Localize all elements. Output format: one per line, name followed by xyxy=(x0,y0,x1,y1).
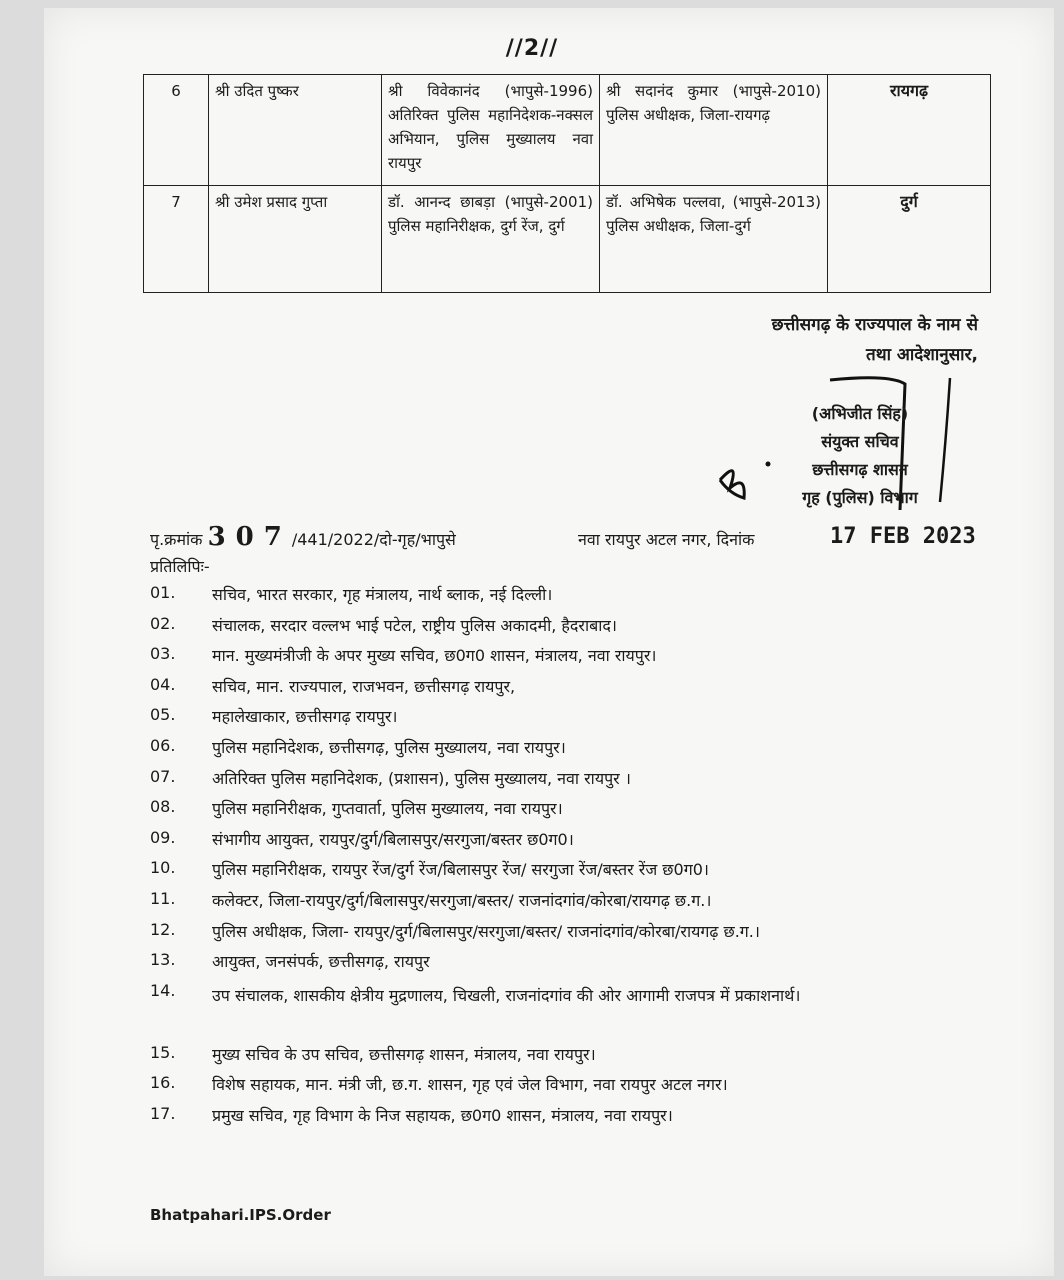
date-stamp: 17 FEB 2023 xyxy=(830,524,976,549)
list-item xyxy=(150,889,980,920)
list-item xyxy=(150,1104,980,1135)
item-text: विशेष सहायक, मान. मंत्री जी, छ.ग. शासन, गृह एवं जेल विभाग, नवा रायपुर अटल नगर। xyxy=(212,1075,728,1095)
officer-name: श्री उदित पुष्कर xyxy=(209,75,382,186)
item-text: पुलिस महानिरीक्षक, रायपुर रेंज/दुर्ग रेंज/बिलासपुर रेंज/ सरगुजा रेंज/बस्तर रेंज छ0ग0। xyxy=(212,860,709,880)
item-text: संभागीय आयुक्त, रायपुर/दुर्ग/बिलासपुर/सरगुजा/बस्तर छ0ग0। xyxy=(212,829,574,849)
reference-number: 307 xyxy=(207,522,292,552)
item-number: 04. xyxy=(150,674,176,694)
officer-b: डॉ. अभिषेक पल्लवा, (भापुसे-2013) पुलिस अधीक्षक, जिला-दुर्ग xyxy=(600,186,828,293)
item-number: 07. xyxy=(150,766,176,786)
list-item xyxy=(150,675,980,706)
item-text: पुलिस महानिरीक्षक, गुप्तवार्ता, पुलिस मुख्यालय, नवा रायपुर। xyxy=(212,799,563,819)
item-text: अतिरिक्त पुलिस महानिदेशक, (प्रशासन), पुलिस मुख्यालय, नवा रायपुर । xyxy=(212,768,631,788)
officer-a: डॉ. आनन्द छाबड़ा (भापुसे-2001) पुलिस महानिरीक्षक, दुर्ग रेंज, दुर्ग xyxy=(382,186,600,293)
item-number: 01. xyxy=(150,583,176,602)
behalf-line-1: छत्तीसगढ़ के राज्यपाल के नाम से xyxy=(771,315,978,335)
item-text: संचालक, सरदार वल्लभ भाई पटेल, राष्ट्रीय पुलिस अकादमी, हैदराबाद। xyxy=(212,615,617,635)
copy-list xyxy=(150,583,980,1135)
item-number: 12. xyxy=(150,919,176,939)
table-row xyxy=(144,75,991,186)
item-text: पुलिस महानिदेशक, छत्तीसगढ़, पुलिस मुख्यालय, नवा रायपुर। xyxy=(212,737,566,757)
officer-name: श्री उमेश प्रसाद गुप्ता xyxy=(209,186,382,293)
item-text: उप संचालक, शासकीय क्षेत्रीय मुद्रणालय, चिखली, राजनांदगांव की ओर आगामी राजपत्र में प्रकाशनार्थ। xyxy=(212,985,801,1005)
item-number: 11. xyxy=(150,888,176,908)
list-item xyxy=(150,767,980,798)
signatory-department: गृह (पुलिस) विभाग xyxy=(802,488,918,507)
list-item xyxy=(150,858,980,889)
item-number: 16. xyxy=(150,1073,176,1093)
item-number: 10. xyxy=(150,858,176,878)
table-row xyxy=(144,186,991,293)
serial-number: 6 xyxy=(144,75,209,186)
item-number: 08. xyxy=(150,797,176,817)
item-text: सचिव, भारत सरकार, गृह मंत्रालय, नार्थ ब्लाक, नई दिल्ली। xyxy=(212,585,553,604)
item-number: 02. xyxy=(150,613,176,633)
item-number: 03. xyxy=(150,644,176,664)
district: रायगढ़ xyxy=(828,75,991,186)
officer-table xyxy=(143,74,991,293)
list-item xyxy=(150,736,980,767)
item-number: 14. xyxy=(150,980,176,1000)
list-item xyxy=(150,1073,980,1104)
item-text: सचिव, मान. राज्यपाल, राजभवन, छत्तीसगढ़ रायपुर, xyxy=(212,676,516,696)
item-text: आयुक्त, जनसंपर्क, छत्तीसगढ़, रायपुर xyxy=(212,952,430,972)
item-number: 15. xyxy=(150,1042,176,1062)
reference-prefix: पृ.क्रमांक xyxy=(150,530,203,549)
list-item xyxy=(150,828,980,859)
item-text: मुख्य सचिव के उप सचिव, छत्तीसगढ़ शासन, मंत्रालय, नवा रायपुर। xyxy=(212,1044,596,1064)
item-text: महालेखाकार, छत्तीसगढ़ रायपुर। xyxy=(212,707,398,727)
item-number: 13. xyxy=(150,950,176,970)
list-item xyxy=(150,583,980,614)
behalf-line-2: तथा आदेशानुसार, xyxy=(866,345,978,365)
list-item xyxy=(150,981,980,1043)
district: दुर्ग xyxy=(828,186,991,293)
list-item xyxy=(150,950,980,981)
signatory-block xyxy=(760,400,960,512)
signatory-government: छत्तीसगढ़ शासन xyxy=(812,460,908,479)
item-text: कलेक्टर, जिला-रायपुर/दुर्ग/बिलासपुर/सरगुजा/बस्तर/ राजनांदगांव/कोरबा/रायगढ़ छ.ग.। xyxy=(212,890,712,910)
item-text: पुलिस अधीक्षक, जिला- रायपुर/दुर्ग/बिलासपुर/सरगुजा/बस्तर/ राजनांदगांव/कोरबा/रायगढ़ छ.ग.। xyxy=(212,921,760,941)
list-item xyxy=(150,644,980,675)
item-number: 05. xyxy=(150,705,176,725)
behalf-text xyxy=(772,310,978,370)
item-number: 17. xyxy=(150,1103,176,1123)
list-item xyxy=(150,614,980,645)
signatory-designation: संयुक्त सचिव xyxy=(821,432,899,451)
list-item xyxy=(150,1043,980,1074)
watermark-text: Bhatpahari.IPS.Order xyxy=(150,1206,331,1224)
signatory-name: (अभिजीत सिंह) xyxy=(811,404,909,423)
list-item xyxy=(150,705,980,736)
officer-b: श्री सदानंद कुमार (भापुसे-2010) पुलिस अधीक्षक, जिला-रायगढ़ xyxy=(600,75,828,186)
copy-heading: प्रतिलिपिः- xyxy=(150,557,210,576)
reference-line xyxy=(150,522,980,552)
page-number: //2// xyxy=(505,36,559,61)
list-item xyxy=(150,920,980,951)
reference-suffix: /441/2022/दो-गृह/भापुसे xyxy=(291,530,456,549)
item-number: 06. xyxy=(150,735,176,755)
serial-number: 7 xyxy=(144,186,209,293)
item-text: प्रमुख सचिव, गृह विभाग के निज सहायक, छ0ग0 शासन, मंत्रालय, नवा रायपुर। xyxy=(212,1105,673,1125)
item-text: मान. मुख्यमंत्रीजी के अपर मुख्य सचिव, छ0ग0 शासन, मंत्रालय, नवा रायपुर। xyxy=(212,646,657,666)
item-number: 09. xyxy=(150,827,176,847)
list-item xyxy=(150,797,980,828)
reference-place: नवा रायपुर अटल नगर, दिनांक xyxy=(578,530,755,549)
officer-a: श्री विवेकानंद (भापुसे-1996) अतिरिक्त पुलिस महानिदेशक-नक्सल अभियान, पुलिस मुख्यालय नवा रायपुर xyxy=(382,75,600,186)
